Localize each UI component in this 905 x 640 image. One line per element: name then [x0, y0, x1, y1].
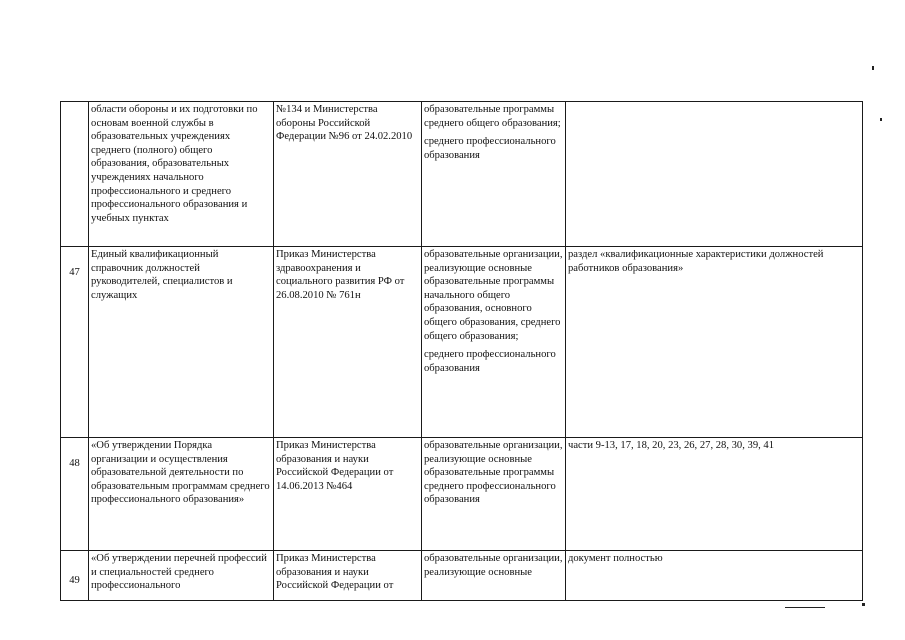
row-number-cell [61, 551, 89, 601]
legal-act-cell [274, 102, 422, 247]
scan-artifact [785, 607, 825, 608]
document-name-cell [89, 102, 274, 247]
legal-act-cell [274, 247, 422, 438]
applies-to-text: среднего профессионального образования [424, 136, 556, 161]
document-name: «Об утверждении Порядка организации и осуществления образовательной деятельности по образовательным программам среднего профессионального образования» [91, 440, 270, 506]
table-row [61, 438, 863, 551]
scope-cell [566, 551, 863, 601]
legal-act-cell [274, 551, 422, 601]
row-number: 47 [69, 267, 80, 278]
scope-text: части 9-13, 17, 18, 20, 23, 26, 27, 28, 30, 39, 41 [568, 440, 775, 451]
row-number: 49 [69, 575, 80, 586]
legal-act-cell [274, 438, 422, 551]
document-name-cell [89, 438, 274, 551]
table-row [61, 247, 863, 438]
scan-artifact [862, 603, 865, 606]
table-row [61, 551, 863, 601]
scan-artifact [880, 118, 882, 121]
legal-act: Приказ Министерства образования и науки Российской Федерации от [276, 553, 394, 592]
document-name-cell [89, 247, 274, 438]
applies-to-text: образовательные программы среднего общего образования; [424, 104, 561, 129]
regulations-table [60, 101, 863, 601]
applies-to-text: образовательные организации, реализующие основные образовательные программы среднего профессионального образования [424, 440, 563, 506]
scope-text: документ полностью [568, 553, 663, 564]
document-name: Единый квалификационный справочник должностей руководителей, специалистов и служащих [91, 249, 233, 301]
scope-cell [566, 247, 863, 438]
legal-act: №134 и Министерства обороны Российской Федерации №96 от 24.02.2010 [276, 104, 413, 143]
row-number-cell [61, 102, 89, 247]
applies-to-text: среднего профессионального образования [424, 349, 556, 374]
legal-act: Приказ Министерства здравоохранения и социального развития РФ от 26.08.2010 № 761н [276, 249, 405, 301]
row-number-cell [61, 247, 89, 438]
applies-to-cell [422, 247, 566, 438]
legal-act: Приказ Министерства образования и науки Российской Федерации от 14.06.2013 №464 [276, 440, 394, 492]
applies-to-cell [422, 438, 566, 551]
scope-text: раздел «квалификационные характеристики должностей работников образования» [568, 249, 824, 274]
page-bottom-margin [0, 602, 905, 640]
scan-artifact [872, 66, 874, 70]
document-name-cell [89, 551, 274, 601]
scope-cell [566, 438, 863, 551]
document-name: области обороны и их подготовки по основам военной службы в образовательных учреждениях среднего (полного) общего образования, образовательных учреждениях начального профессионального и среднего профессионального образования и учебных пунктах [91, 104, 258, 224]
document-name: «Об утверждении перечней профессий и специальностей среднего профессионального [91, 553, 267, 592]
applies-to-cell [422, 551, 566, 601]
row-number: 48 [69, 458, 80, 469]
table-row [61, 102, 863, 247]
row-number-cell [61, 438, 89, 551]
applies-to-text: образовательные организации, реализующие основные [424, 553, 563, 578]
applies-to-text: образовательные организации, реализующие основные образовательные программы начального общего образования, основного общего образования, среднего общего образования; [424, 249, 563, 342]
scope-cell [566, 102, 863, 247]
applies-to-cell [422, 102, 566, 247]
